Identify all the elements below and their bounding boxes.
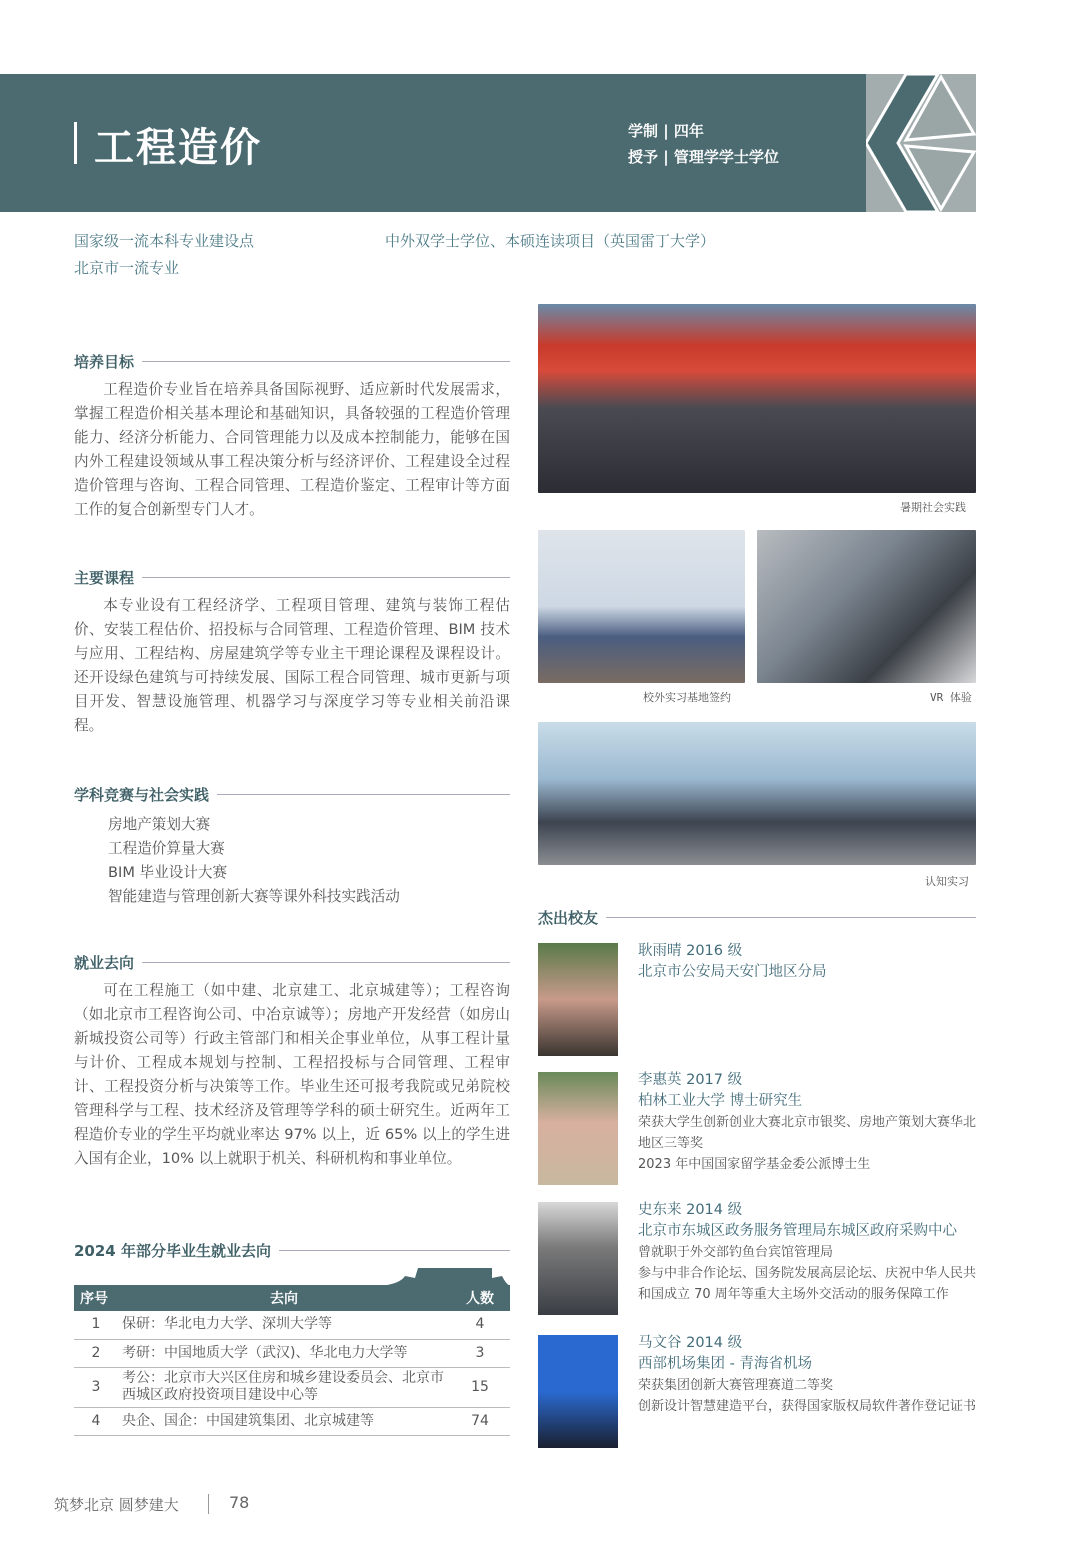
table-row: [74, 1311, 510, 1339]
photo-cognitive-practice: [538, 722, 976, 865]
goal-text: 工程造价专业旨在培养具备国际视野、适应新时代发展需求，掌握工程造价相关基本理论和基础知识，具备较强的工程造价管理能力、经济分析能力、合同管理能力以及成本控制能力，能够在国内外工程建设领域从事工程决策分析与经济评价、工程建设全过程造价管理与咨询、工程合同管理、工程造价鉴定、工程审计等方面工作的复合创新型专门人才。: [74, 381, 510, 518]
competition-item: 智能建造与管理创新大赛等课外科技实践活动: [108, 888, 400, 905]
col-header: 人数: [450, 1285, 510, 1311]
cell: 3: [74, 1367, 118, 1407]
photo-caption: 暑期社会实践: [900, 501, 966, 514]
alumni-org: 北京市公安局天安门地区分局: [638, 964, 827, 980]
alumni-detail: 参与中非合作论坛、国务院发展高层论坛、庆祝中华人民共和国成立 70 周年等重大主场外交活动的服务保障工作: [638, 1266, 977, 1302]
alumni-entry: [638, 1200, 978, 1305]
alumni-photo: [538, 1072, 618, 1185]
cell: 1: [74, 1311, 118, 1339]
alumni-org: 柏林工业大学 博士研究生: [638, 1093, 803, 1109]
alumni-org: 北京市东城区政务服务管理局东城区政府采购中心: [638, 1223, 957, 1239]
section-heading-alumni: 杰出校友: [538, 907, 976, 928]
table-row: [74, 1367, 510, 1407]
cell: 保研：华北电力大学、深圳大学等: [118, 1311, 450, 1339]
photo-caption: 校外实习基地签约: [643, 691, 731, 704]
alumni-name: 史东来 2014 级: [638, 1202, 743, 1218]
photo-vr: [757, 530, 976, 683]
section-heading-goal: 培养目标: [74, 351, 510, 372]
table-row: [74, 1407, 510, 1435]
alumni-photo: [538, 1335, 618, 1448]
alumni-name: 李惠英 2017 级: [638, 1072, 743, 1088]
competition-item: BIM 毕业设计大赛: [108, 864, 228, 881]
courses-text: 本专业设有工程经济学、工程项目管理、建筑与装饰工程估价、安装工程估价、招投标与合同管理、工程造价管理、BIM 技术与应用、工程结构、房屋建筑学等专业主干理论课程及课程设计。还开设绿色建筑与可持续发展、国际工程合同管理、城市更新与项目开发、智慧设施管理、机器学习与深度学习等专业相关前沿课程。: [74, 597, 510, 734]
section-heading-career: 就业去向: [74, 952, 510, 973]
tag-beijing: 北京市一流专业: [74, 259, 180, 277]
logo-graphic: [866, 74, 976, 212]
alumni-photo: [538, 1202, 618, 1315]
alumni-detail: 2023 年中国国家留学基金委公派博士生: [638, 1157, 871, 1172]
career-text: 可在工程施工（如中建、北京建工、北京城建等）；工程咨询（如北京市工程咨询公司、中冶京诚等）；房地产开发经营（如房山新城投资公司等）行政主管部门和相关企事业单位，从事工程计量与计价、工程成本规划与控制、工程招投标与合同管理、工程审计、工程投资分析与决策等工作。毕业生还可报考我院或兄弟院校管理科学与工程、技术经济及管理等学科的硕士研究生。近两年工程造价专业的学生平均就业率达 97% 以上，近 65% 以上的学生进入国有企业，10% 以上就职于机关、科研机构和事业单位。: [74, 982, 510, 1167]
footer-slogan: 筑梦北京 圆梦建大: [54, 1496, 179, 1514]
cell: 3: [450, 1339, 510, 1367]
section-heading-competitions: 学科竞赛与社会实践: [74, 784, 510, 805]
col-header: 序号: [74, 1285, 118, 1311]
alumni-photo: [538, 943, 618, 1056]
competition-item: 工程造价算量大赛: [108, 840, 225, 857]
alumni-name: 马文谷 2014 级: [638, 1335, 743, 1351]
alumni-entry: [638, 1070, 978, 1175]
cell: 考研：中国地质大学（武汉)、华北电力大学等: [118, 1339, 450, 1367]
degree-label: 授予 | 管理学学士学位: [628, 148, 779, 166]
alumni-detail: 曾就职于外交部钓鱼台宾馆管理局: [638, 1245, 834, 1260]
title-accent-bar: [74, 122, 77, 164]
cell: 4: [74, 1407, 118, 1435]
photo-summer-practice: [538, 304, 976, 493]
photo-caption: 认知实习: [925, 875, 969, 888]
cell: 央企、国企：中国建筑集团、北京城建等: [118, 1407, 450, 1435]
cell: 15: [450, 1367, 510, 1407]
alumni-org: 西部机场集团 - 青海省机场: [638, 1356, 812, 1372]
page-title: 工程造价: [94, 125, 262, 171]
cell: 4: [450, 1311, 510, 1339]
footer-divider: [208, 1494, 209, 1514]
page-number: 78: [229, 1493, 250, 1512]
alumni-detail: 荣获集团创新大赛管理赛道二等奖: [638, 1378, 834, 1393]
alumni-name: 耿雨晴 2016 级: [638, 943, 743, 959]
alumni-detail: 创新设计智慧建造平台，获得国家版权局软件著作登记证书: [638, 1399, 977, 1414]
cell: 考公：北京市大兴区住房和城乡建设委员会、北京市西城区政府投资项目建设中心等: [118, 1367, 450, 1407]
cell: 74: [450, 1407, 510, 1435]
tag-national: 国家级一流本科专业建设点: [74, 232, 255, 250]
roof-ornament: [380, 1266, 510, 1286]
employment-table: [74, 1285, 510, 1436]
table-title: 2024 年部分毕业生就业去向: [74, 1240, 510, 1261]
tag-dual-degree: 中外双学士学位、本硕连读项目（英国雷丁大学）: [385, 232, 716, 250]
competition-item: 房地产策划大赛: [108, 816, 211, 833]
cell: 2: [74, 1339, 118, 1367]
table-row: [74, 1339, 510, 1367]
duration-label: 学制 | 四年: [628, 122, 704, 140]
alumni-detail: 荣获大学生创新创业大赛北京市银奖、房地产策划大赛华北地区三等奖: [638, 1115, 977, 1151]
photo-signing: [538, 530, 745, 683]
section-heading-courses: 主要课程: [74, 567, 510, 588]
alumni-entry: [638, 1333, 978, 1417]
alumni-entry: [638, 941, 978, 983]
photo-caption: VR 体验: [930, 691, 972, 704]
col-header: 去向: [118, 1285, 450, 1311]
